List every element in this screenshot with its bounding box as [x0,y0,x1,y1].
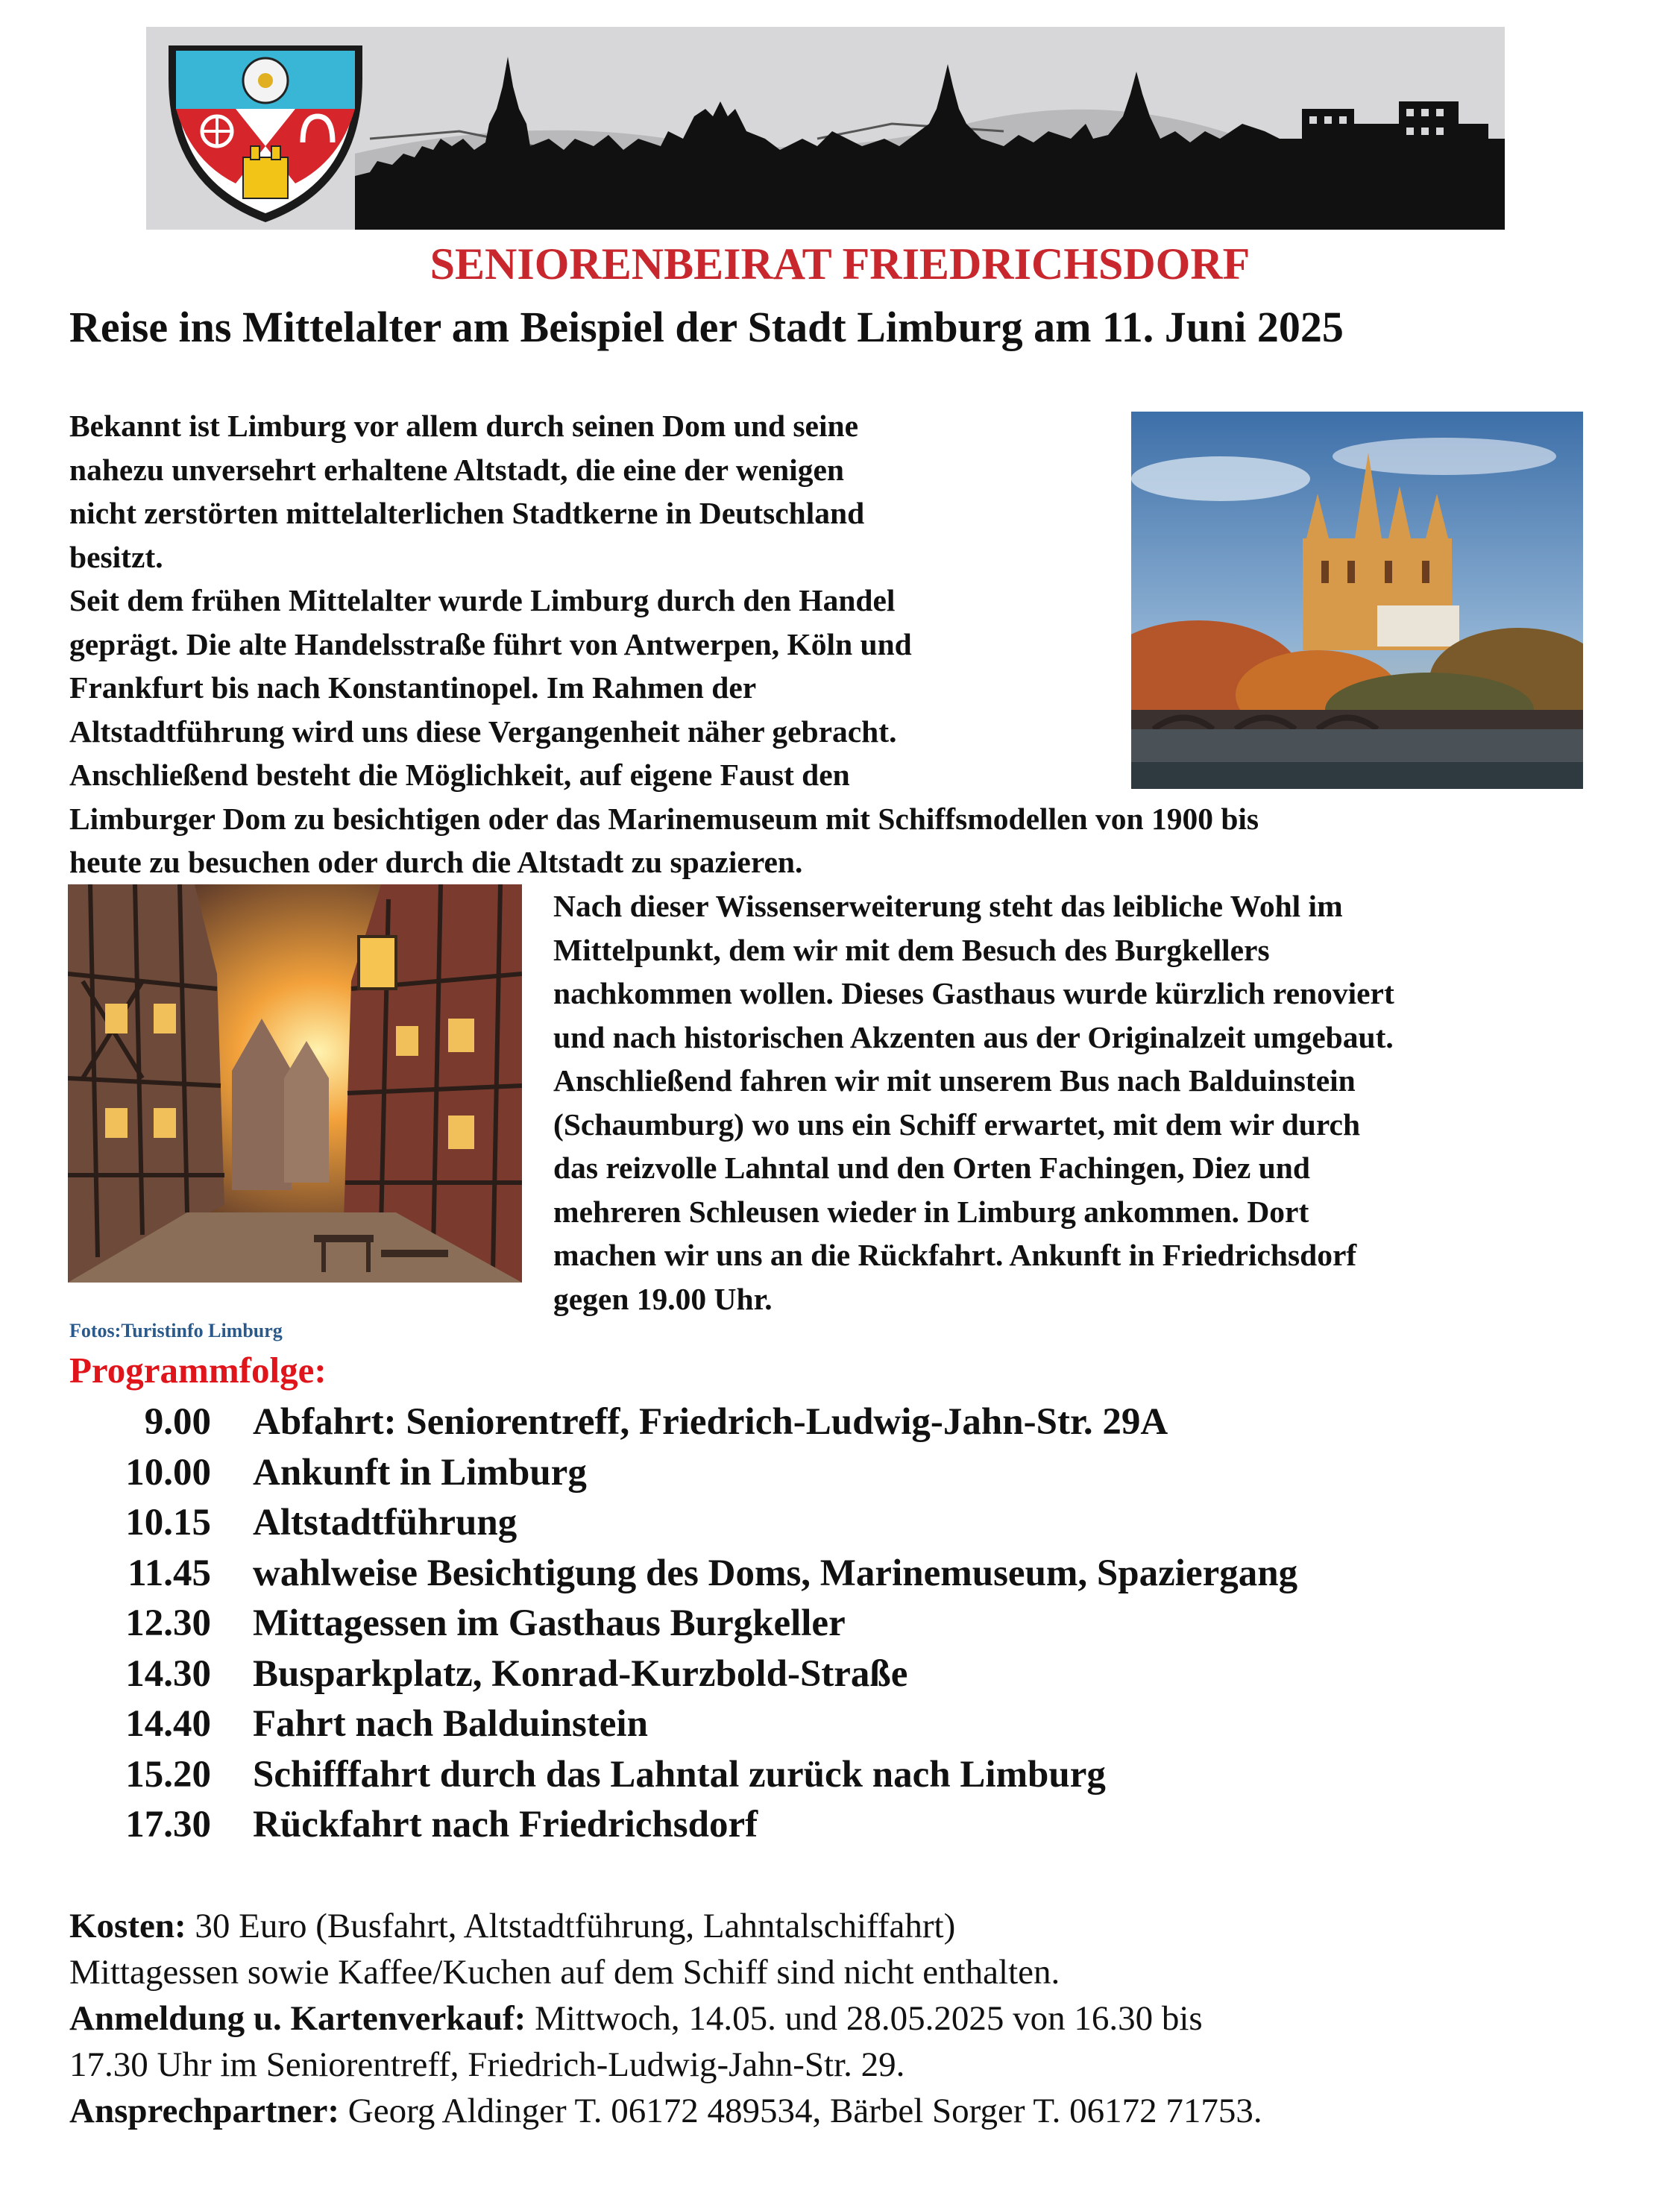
text-line: nahezu unversehrt erhaltene Altstadt, die eine der wenigen [69,452,844,487]
schedule-time: 10.15 [125,1502,211,1544]
schedule-row [69,1800,1297,1851]
schedule-time: 10.00 [125,1451,211,1494]
text-line: nachkommen wollen. Dieses Gasthaus wurde kürzlich renoviert [553,976,1394,1010]
schedule-row [69,1599,1297,1649]
text-line: machen wir uns an die Rückfahrt. Ankunft in Friedrichsdorf [553,1238,1357,1272]
schedule-row [69,1549,1297,1599]
page-title: Reise ins Mittelalter am Beispiel der Stadt Limburg am 11. Juni 2025 [69,303,1344,351]
footer-info [69,1903,1262,2134]
text-line: mehreren Schleusen wieder in Limburg ankommen. Dort [553,1194,1309,1229]
text-line: gegen 19.00 Uhr. [553,1281,773,1316]
schedule-time: 11.45 [128,1552,211,1594]
limburg-oldtown-photo [68,884,522,1283]
schedule-desc: Mittagessen im Gasthaus Burgkeller [253,1602,846,1644]
schedule-time: 15.20 [125,1753,211,1796]
schedule-row [69,1649,1297,1700]
text-line: Bekannt ist Limburg vor allem durch seinen Dom und seine [69,409,859,443]
text-line: (Schaumburg) wo uns ein Schiff erwartet, mit dem wir durch [553,1107,1361,1142]
schedule-desc: Abfahrt: Seniorentreff, Friedrich-Ludwig-Jahn-Str. 29A [253,1401,1168,1443]
text-line: heute zu besuchen oder durch die Altstadt zu spazieren. [69,845,803,879]
text-line: und nach historischen Akzenten aus der Originalzeit umgebaut. [553,1019,1394,1054]
text-line: Nach dieser Wissenserweiterung steht das leibliche Wohl im [553,889,1343,923]
schedule-row [69,1397,1297,1448]
intro-paragraph [69,404,1259,884]
schedule-desc: Fahrt nach Balduinstein [253,1703,648,1745]
organization-title: SENIORENBEIRAT FRIEDRICHSDORF [430,239,1250,289]
text-line: Limburger Dom zu besichtigen oder das Marinemuseum mit Schiffsmodellen von 1900 bis [69,801,1259,836]
costs-note: Mittagessen sowie Kaffee/Kuchen auf dem Schiff sind nicht enthalten. [69,1953,1060,1992]
schedule-time: 17.30 [125,1804,211,1846]
text-line: das reizvolle Lahntal und den Orten Fachingen, Diez und [553,1151,1310,1185]
text-line: Anschließend fahren wir mit unserem Bus nach Balduinstein [553,1063,1356,1098]
program-schedule [69,1397,1297,1851]
header-banner [146,27,1505,230]
registration-line [69,1995,1262,2042]
contact-label: Ansprechpartner: [69,2092,340,2130]
text-line: Seit dem frühen Mittelalter wurde Limburg durch den Handel [69,583,896,617]
program-heading: Programmfolge: [69,1350,327,1391]
schedule-desc: wahlweise Besichtigung des Doms, Marinemuseum, Spaziergang [253,1552,1298,1594]
registration-text: Mittwoch, 14.05. und 28.05.2025 von 16.30 bis [526,1999,1203,2038]
text-line: Anschließend besteht die Möglichkeit, auf eigene Faust den [69,758,850,792]
registration-label: Anmeldung u. Kartenverkauf: [69,1999,526,2038]
contact-line [69,2088,1262,2134]
schedule-row [69,1750,1297,1801]
contact-text: Georg Aldinger T. 06172 489534, Bärbel Sorger T. 06172 71753. [339,2092,1262,2130]
schedule-time: 14.40 [125,1703,211,1745]
schedule-row [69,1699,1297,1750]
skyline-illustration [146,27,1505,230]
text-line: nicht zerstörten mittelalterlichen Stadtkerne in Deutschland [69,496,865,530]
schedule-time: 9.00 [144,1401,211,1443]
text-line: geprägt. Die alte Handelsstraße führt von Antwerpen, Köln und [69,626,912,661]
schedule-time: 14.30 [125,1652,211,1695]
schedule-desc: Altstadtführung [253,1502,517,1544]
costs-line [69,1903,1262,1949]
costs-text: 30 Euro (Busfahrt, Altstadtführung, Lahntalschiffahrt) [186,1907,956,1945]
schedule-time: 12.30 [125,1602,211,1644]
schedule-row [69,1448,1297,1499]
coat-of-arms-icon [169,45,362,222]
text-line: Mittelpunkt, dem wir mit dem Besuch des Burgkellers [553,932,1270,967]
registration-line-2: 17.30 Uhr im Seniorentreff, Friedrich-Ludwig-Jahn-Str. 29. [69,2045,905,2084]
limburg-cathedral-photo [1131,412,1583,789]
schedule-desc: Schifffahrt durch das Lahntal zurück nach Limburg [253,1753,1106,1796]
second-paragraph [553,884,1394,1321]
costs-label: Kosten: [69,1907,186,1945]
schedule-row [69,1498,1297,1549]
text-line: Altstadtführung wird uns diese Vergangenheit näher gebracht. [69,714,897,749]
text-line: besitzt. [69,539,163,574]
schedule-desc: Rückfahrt nach Friedrichsdorf [253,1804,758,1846]
text-line: Frankfurt bis nach Konstantinopel. Im Rahmen der [69,670,757,705]
schedule-desc: Busparkplatz, Konrad-Kurzbold-Straße [253,1652,908,1695]
schedule-desc: Ankunft in Limburg [253,1451,587,1494]
photo-credit: Fotos:Turistinfo Limburg [69,1320,283,1341]
